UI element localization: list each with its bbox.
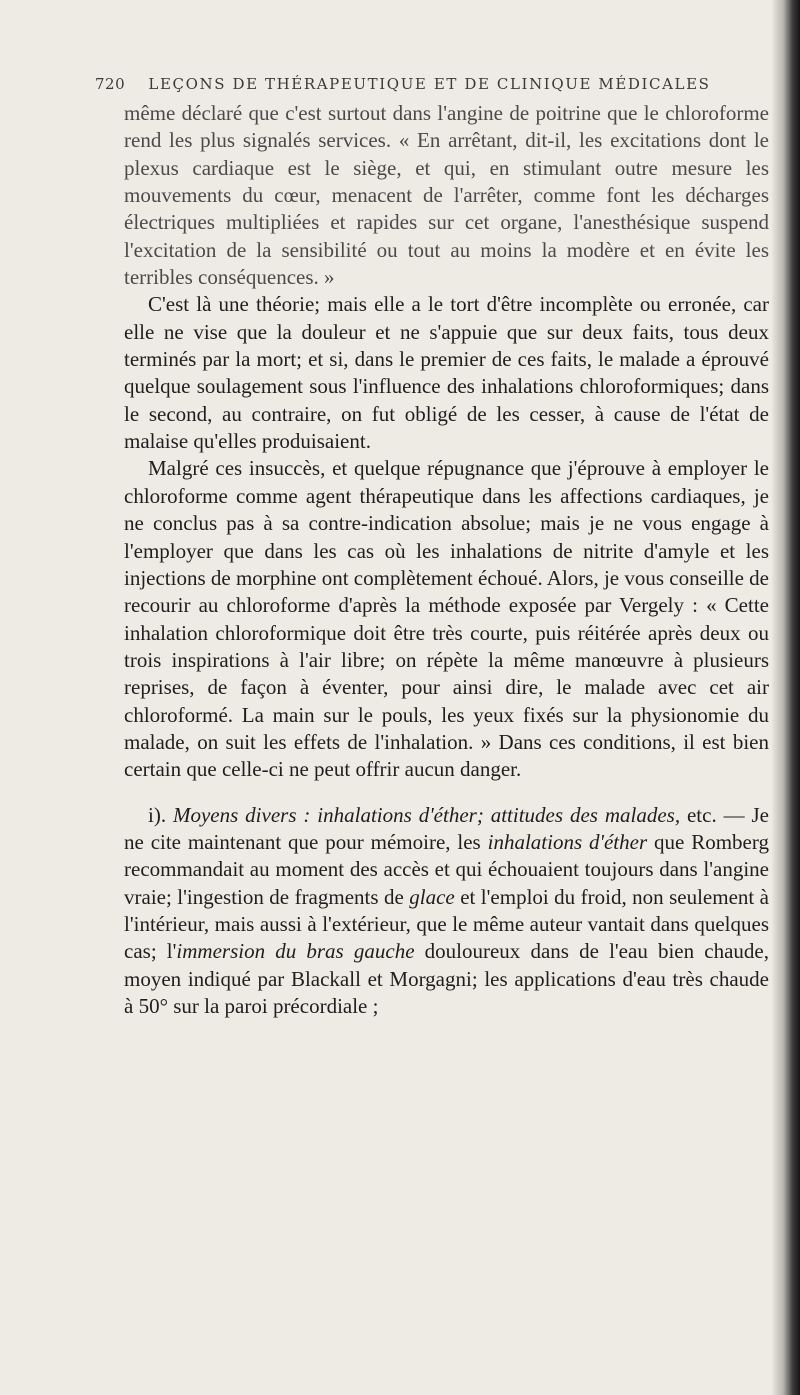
page-number: 720 <box>95 75 126 93</box>
section-i-heading: Moyens divers : inhalations d'éther; attitudes des malades, <box>172 802 681 827</box>
term-immersion-bras: immersion du bras gauche <box>176 939 415 964</box>
section-i-text: douloureux dans de l'eau bien chaude, moyen indiqué par Blackall et Morgagni; les applications d'eau très chaude à 50° sur la paroi précordiale ; <box>124 939 769 1018</box>
section-i-label: i). <box>148 802 167 827</box>
paragraph-theory: C'est là une théorie; mais elle a le tort d'être incomplète ou erronée, car elle ne vise que la douleur et ne s'appuie que sur deux faits, tous deux terminés par la mort; et si, dans le premier de ces faits, le malade a éprouvé quelque soulagement sous l'influence des inhalations chloroformiques; dans le second, au contraire, on fut obligé de les cesser, à cause de l'état de malaise qu'elles produisaient. <box>124 292 769 454</box>
section-i-text: et l'emploi du froid, non seulement à l'intérieur, mais aussi à l'extérieur, que le même auteur vantait dans quelques cas; l' <box>124 884 769 964</box>
term-inhalations-ether: inhalations d'éther <box>487 829 648 854</box>
section-i-text: que Romberg recommandait au moment des accès et qui échouaient toujours dans l'angine vraie; l'ingestion de fragments de <box>124 829 769 909</box>
body-text <box>124 100 769 1020</box>
running-title: LEÇONS DE THÉRAPEUTIQUE ET DE CLINIQUE MÉDICALES <box>148 75 711 93</box>
term-glace: glace <box>409 884 455 909</box>
running-head <box>95 75 775 93</box>
page-edge-shadow <box>772 0 800 1395</box>
paragraph-vergely-method: Malgré ces insuccès, et quelque répugnance que j'éprouve à employer le chloroforme comme agent thérapeutique dans les affections cardiaques, je ne conclus pas à sa contre-indication absolue; mais je ne vous engage à l'employer que dans les cas où les inhalations de nitrite d'amyle et les injections de morphine ont complètement échoué. Alors, je vous conseille de recourir au chloroforme d'après la méthode exposée par Vergely : « Cette inhalation chloroformique doit être très courte, puis réitérée après deux ou trois inspirations à l'air libre; on répète la même manœuvre à plusieurs reprises, de façon à éventer, pour ainsi dire, le malade avec cet air chloroformé. La main sur le pouls, les yeux fixés sur la physionomie du malade, on suit les effets de l'inhalation. » Dans ces conditions, il est bien certain que celle-ci ne peut offrir aucun danger. <box>124 456 770 782</box>
paragraph-continued: même déclaré que c'est surtout dans l'angine de poitrine que le chloroforme rend les plus signalés services. « En arrêtant, dit-il, les excitations dont le plexus cardiaque est le siège, et qui, en stimulant outre mesure les mouvements du cœur, menacent de l'arrêter, comme font les décharges électriques multipliées et rapides sur cet organe, l'anesthésique suspend l'excitation de la sensibilité ou tout au moins la modère et en évite les terribles conséquences. » <box>124 101 769 290</box>
section-i-text: etc. — Je ne cite maintenant que pour mémoire, les <box>124 802 769 854</box>
section-i-paragraph <box>124 802 769 1021</box>
